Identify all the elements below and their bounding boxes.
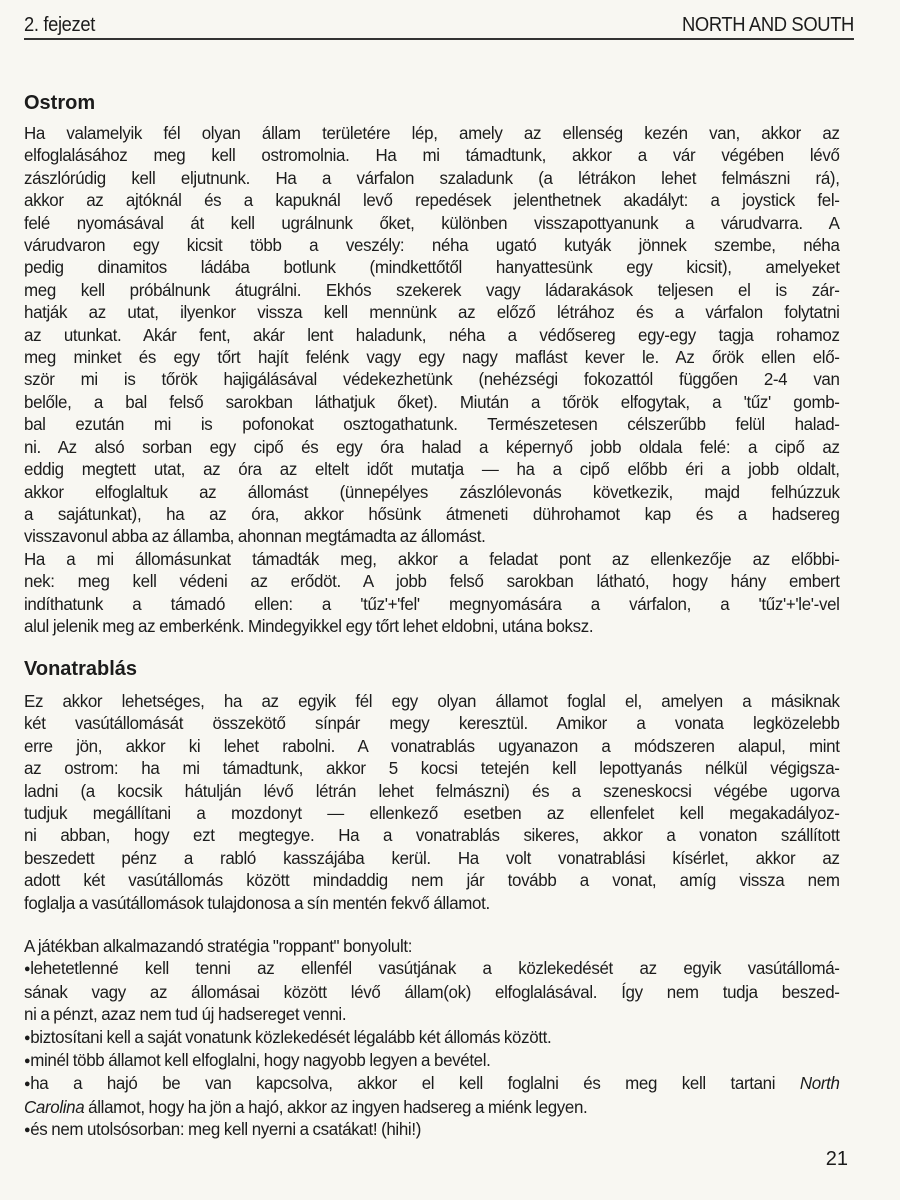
list-item [24, 1049, 840, 1072]
text-line: ladni (a kocsik hátulján lévő létrán lehet felmászni) és a szeneskocsi végébe ugorva [24, 780, 840, 801]
text-line: bal ezután mi is pofonokat osztogathatunk. Természetesen célszerűbb felül halad- [24, 414, 840, 435]
strategy-list [24, 957, 840, 1141]
list-item [24, 1072, 840, 1118]
text-line: két vasútállomását összekötő sínpár megy keresztül. Amikor a vonata legközelebb [24, 713, 840, 734]
text-line: nek: meg kell védeni az erődöt. A jobb felső sarokban látható, hogy hány embert [24, 571, 840, 592]
italic-term: Carolina [24, 1096, 85, 1117]
section-heading-ostrom: Ostrom [24, 92, 96, 114]
text-line: felé nyomásával át kell ugrálnunk őket, különben visszapottyanunk a várudvarra. A [24, 212, 840, 233]
text-line: az ostrom: ha mi támadtunk, akkor 5 kocsi tetején kell lepottyanás nélkül végigsza- [24, 758, 840, 779]
text-line: alul jelenik meg az emberkénk. Mindegyikkel egy tőrt lehet eldobni, utána boksz. [24, 615, 594, 636]
bullet-icon: ● [24, 963, 31, 976]
text-line: a sajátunkat), ha az óra, akkor hősünk átmeneti dührohamot kap és a hadsereg [24, 503, 840, 524]
list-item [24, 957, 840, 1025]
text-line: eddig megtett utat, az óra az eltelt időt mutatja — ha a cipő előbb éri a jobb oldalt, [24, 459, 840, 480]
italic-term: North [799, 1073, 840, 1094]
section-body-vonatrablas [24, 690, 840, 914]
text-line: az utunkat. Akár fent, akár lent haladunk, néha a védősereg egy-egy tagja rohamoz [24, 324, 840, 345]
text-line: visszavonul abba az államba, ahonnan megtámadta az állomást. [24, 526, 486, 547]
bullet-icon: ● [24, 1078, 31, 1091]
text-line: Carolina államot, hogy ha jön a hajó, akkor az ingyen hadsereg a miénk legyen. [24, 1096, 588, 1117]
text-line: adott két vasútállomás között mindaddig nem jár tovább a vonat, amíg vissza nem [24, 870, 840, 891]
bullet-icon: ● [24, 1124, 31, 1137]
text-line: belőle, a bal felső sarokban láthatjuk őket). Miután a tőrök elfogytak, a 'tűz' gomb- [24, 391, 840, 412]
text-line: ször mi is tőrök hajigálásával védekezhetünk (nehézségi fokozattól függően 2-4 van [24, 369, 840, 390]
text-line: ni abban, hogy ezt megtegye. Ha a vonatrablás sikeres, akkor a vonaton szállított [24, 825, 840, 846]
text-line: akkor az ajtóknál és a kapuknál levő repedések jelenthetnek akadályt: a joystick fel- [24, 190, 840, 211]
chapter-label: 2. fejezet [24, 14, 95, 36]
section-body-ostrom [24, 122, 840, 637]
text-line: ●és nem utolsósorban: meg kell nyerni a csatákat! (hihi!) [24, 1118, 840, 1141]
text-line: Ha a mi állomásunkat támadták meg, akkor a feladat pont az ellenkezője az előbbi- [24, 548, 840, 569]
bullet-icon: ● [24, 1031, 31, 1044]
list-item [24, 1026, 840, 1049]
text-line: foglalja a vasútállomások tulajdonosa a sín mentén fekvő államot. [24, 892, 490, 913]
text-line: beszedett pénz a rabló kasszájába kerül. Ha volt vonatrablási kísérlet, akkor az [24, 847, 840, 868]
text-line: meg kell próbálnunk átugrálni. Ekhós szekerek vagy ládarakások teljesen el is zár- [24, 279, 840, 300]
book-title: NORTH AND SOUTH [681, 14, 854, 36]
page-number: 21 [825, 1148, 848, 1170]
text-line: ni. Az alsó sorban egy cipő és egy óra halad a képernyő jobb oldala felé: a cipő az [24, 436, 840, 457]
strategy-intro: A játékban alkalmazandó stratégia "roppant" bonyolult: [24, 936, 413, 956]
text-line: hatják az utat, ilyenkor vissza kell mennünk az előző létrához és a várfalon folytatni [24, 302, 840, 323]
text-line: Ez akkor lehetséges, ha az egyik fél egy olyan államot foglal el, amelyen a másiknak [24, 691, 840, 711]
section-heading-vonatrablas: Vonatrablás [24, 658, 137, 680]
text-line: akkor elfoglaltuk az állomást (ünnepélyes zászlólevonás következik, majd felhúzzuk [24, 481, 840, 502]
text-line: erre jön, akkor ki lehet rabolni. A vonatrablás ugyanazon a módszeren alapul, mint [24, 735, 840, 756]
text-line: meg minket és egy tőrt hajít felénk vagy egy nagy maflást kever le. Az őrök ellen elő- [24, 347, 840, 368]
text-line: ●biztosítani kell a saját vonatunk közlekedését légalább két állomás között. [24, 1026, 840, 1049]
running-header [24, 14, 854, 40]
text-line: elfoglalásához meg kell ostromolnia. Ha mi támadtunk, akkor a vár végében lévő [24, 145, 840, 166]
list-item [24, 1118, 840, 1141]
text-line: tudjuk megállítani a mozdonyt — ellenkező esetben az ellenfelet kell megakadályoz- [24, 803, 840, 824]
text-line: ●ha a hajó be van kapcsolva, akkor el kell foglalni és meg kell tartani North [24, 1072, 840, 1095]
text-line: ●minél több államot kell elfoglalni, hogy nagyobb legyen a bevétel. [24, 1049, 840, 1072]
text-line: Ha valamelyik fél olyan állam területére lép, amely az ellenség kezén van, akkor az [24, 123, 840, 143]
text-line: ●lehetetlenné kell tenni az ellenfél vasútjának a közlekedését az egyik vasútállomá- [24, 957, 840, 980]
strategy-block [24, 935, 840, 1142]
text-line: várudvaron egy kicsit több a veszély: néha ugató kutyák jönnek szembe, néha [24, 235, 840, 256]
text-line: sának vagy az állomásai között lévő állam(ok) elfoglalásával. Így nem tudja beszed- [24, 981, 840, 1002]
text-line: indíthatunk a támadó ellen: a 'tűz'+'fel' megnyomására a várfalon, a 'tűz'+'le'-vel [24, 593, 840, 614]
text-line: ni a pénzt, azaz nem tud új hadsereget venni. [24, 1004, 347, 1025]
text-line: pedig dinamitos ládába botlunk (mindkettőtől hanyattesünk egy kicsit), amelyeket [24, 257, 840, 278]
bullet-icon: ● [24, 1055, 31, 1068]
text-line: zászlórúdig kell eljutnunk. Ha a várfalon szaladunk (a létrákon lehet felmászni rá), [24, 167, 840, 188]
